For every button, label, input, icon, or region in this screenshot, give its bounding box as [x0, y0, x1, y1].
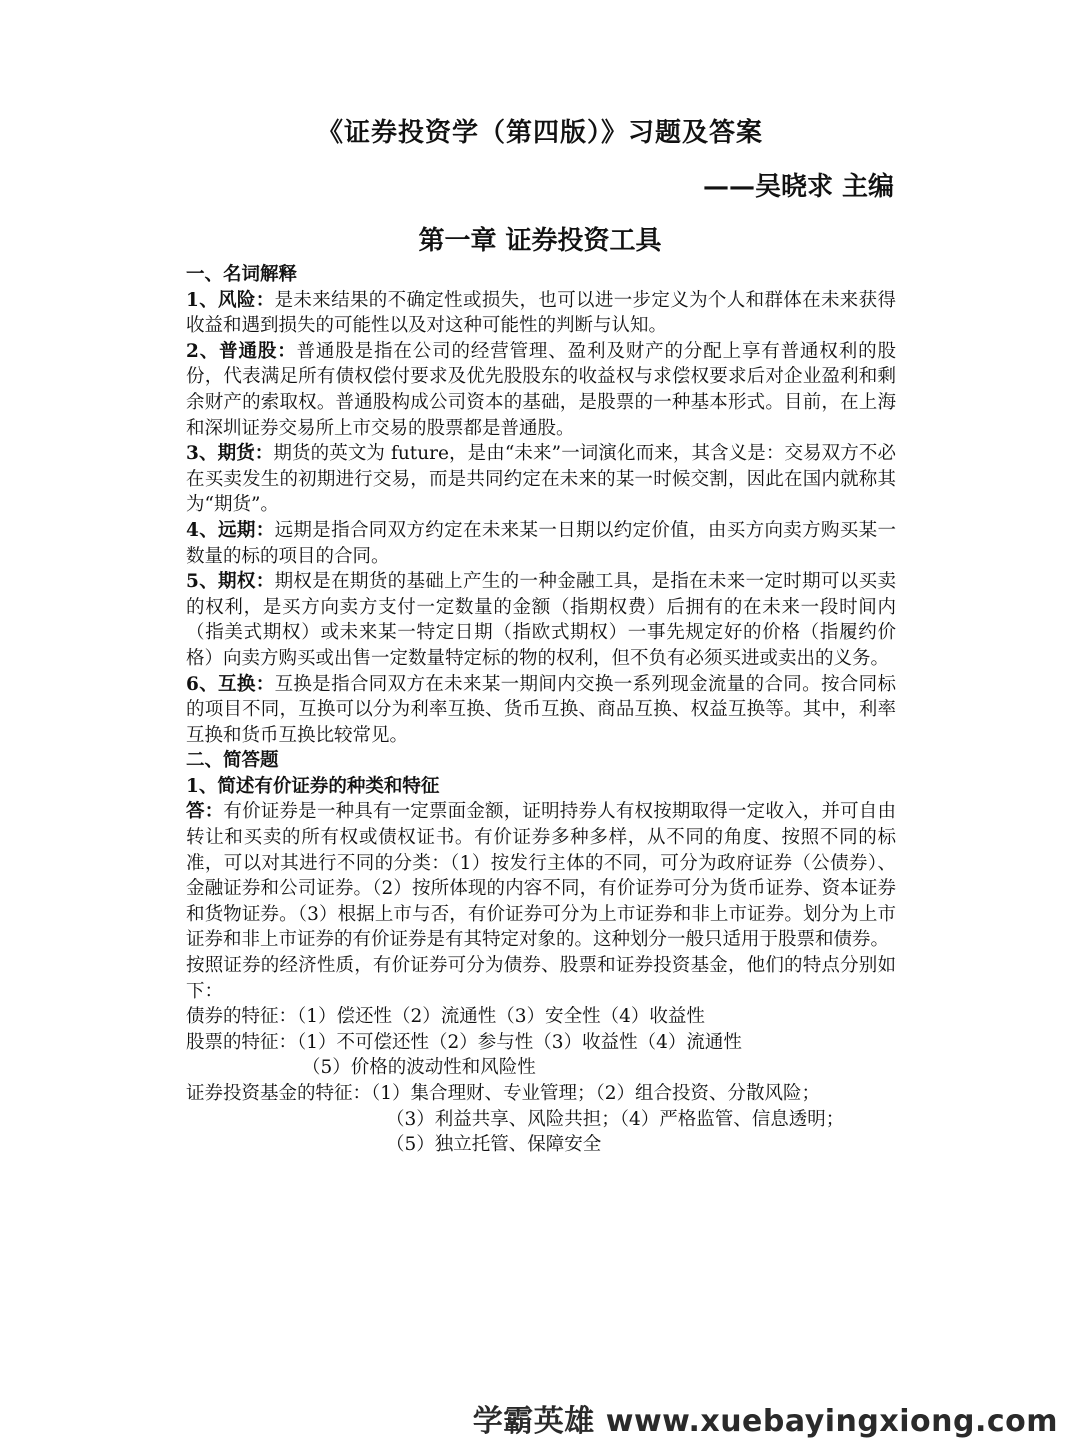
section-heading-short-answer: 二、简答题 [186, 750, 279, 772]
stock-features-continued: （5）价格的波动性和风险性 [302, 1057, 536, 1079]
term-common-stock [186, 339, 896, 441]
bond-features: 债券的特征：（1）偿还性（2）流通性（3）安全性（4）收益性 [186, 1006, 705, 1028]
term-label: 2、普通股： [186, 340, 297, 362]
term-definition: 远期是指合同双方约定在未来某一日期以约定价值，由买方向卖方购买某一数量的标的项目的合同。 [186, 519, 896, 567]
term-forward [186, 518, 896, 569]
site-watermark: 学霸英雄 www.xuebayingxiong.com [472, 1404, 1058, 1439]
stock-features: 股票的特征：（1）不可偿还性（2）参与性（3）收益性（4）流通性 [186, 1031, 742, 1053]
term-definition: 普通股是指在公司的经营管理、盈利及财产的分配上享有普通权利的股份，代表满足所有债权偿付要求及优先股股东的收益权与求偿权要求后对企业盈利和剩余财产的索取权。普通股构成公司资本的基础，是股票的一种基本形式。目前，在上海和深圳证券交易所上市交易的股票都是普通股。 [186, 340, 896, 439]
chapter-heading: 第一章 证券投资工具 [418, 226, 662, 256]
section-heading-terms: 一、名词解释 [186, 264, 298, 285]
answer-label: 答： [186, 801, 224, 823]
term-definition: 互换是指合同双方在未来某一期间内交换一系列现金流量的合同。按合同标的项目不同，互换可以分为利率互换、货币互换、商品互换、权益互换等。其中，利率互换和货币互换比较常见。 [186, 673, 896, 746]
term-label: 4、远期： [186, 519, 275, 541]
fund-features-last: （5）独立托管、保障安全 [386, 1134, 602, 1156]
answer-text: 有价证券是一种具有一定票面金额，证明持券人有权按期取得一定收入，并可自由转让和买卖的所有权或债权证书。有价证券多种多样，从不同的角度、按照不同的标准，可以对其进行不同的分类：（1）按发行主体的不同，可分为政府证券（公债券）、金融证券和公司证券。（2）按所体现的内容不同，有价证券可分为货币证券、资本证券和货物证券。（3）根据上市与否，有价证券可分为上市证券和非上市证券。划分为上市证券和非上市证券的有价证券是有其特定对象的。这种划分一般只适用于股票和债券。 [186, 801, 896, 951]
classification-paragraph: 按照证券的经济性质，有价证券可分为债券、股票和证券投资基金，他们的特点分别如下： [186, 955, 896, 1002]
term-definition: 期货的英文为 future，是由“未来”一词演化而来，其含义是：交易双方不必在买卖发生的初期进行交易，而是共同约定在未来的某一时候交割，因此在国内就称其为“期货”。 [186, 443, 896, 516]
editor-credit: ——吴晓求 主编 [702, 172, 894, 202]
document-title: 《证券投资学（第四版）》习题及答案 [316, 118, 763, 148]
answer-paragraph [186, 799, 896, 953]
question-title: 1、简述有价证券的种类和特征 [186, 775, 440, 797]
document-body [186, 262, 896, 1158]
fund-features-continued: （3）利益共享、风险共担；（4）严格监管、信息透明； [386, 1108, 845, 1130]
term-label: 1、风险： [186, 289, 275, 311]
term-label: 5、期权： [186, 571, 275, 593]
term-risk [186, 288, 896, 339]
term-swap [186, 672, 896, 749]
fund-features: 证券投资基金的特征：（1）集合理财、专业管理；（2）组合投资、分散风险； [186, 1083, 821, 1104]
term-option [186, 569, 896, 671]
term-definition: 期权是在期货的基础上产生的一种金融工具，是指在未来一定时期可以买卖的权利，是买方向卖方支付一定数量的金额（指期权费）后拥有的在未来一段时间内（指美式期权）或未来某一特定日期（指欧式期权）一事先规定好的价格（指履约价格）向卖方购买或出售一定数量特定标的物的权利，但不负有必须买进或卖出的义务。 [186, 571, 896, 669]
term-futures [186, 441, 896, 518]
term-label: 6、互换： [186, 673, 275, 695]
term-label: 3、期货： [186, 443, 274, 465]
term-definition: 是未来结果的不确定性或损失，也可以进一步定义为个人和群体在未来获得收益和遇到损失的可能性以及对这种可能性的判断与认知。 [186, 289, 896, 337]
